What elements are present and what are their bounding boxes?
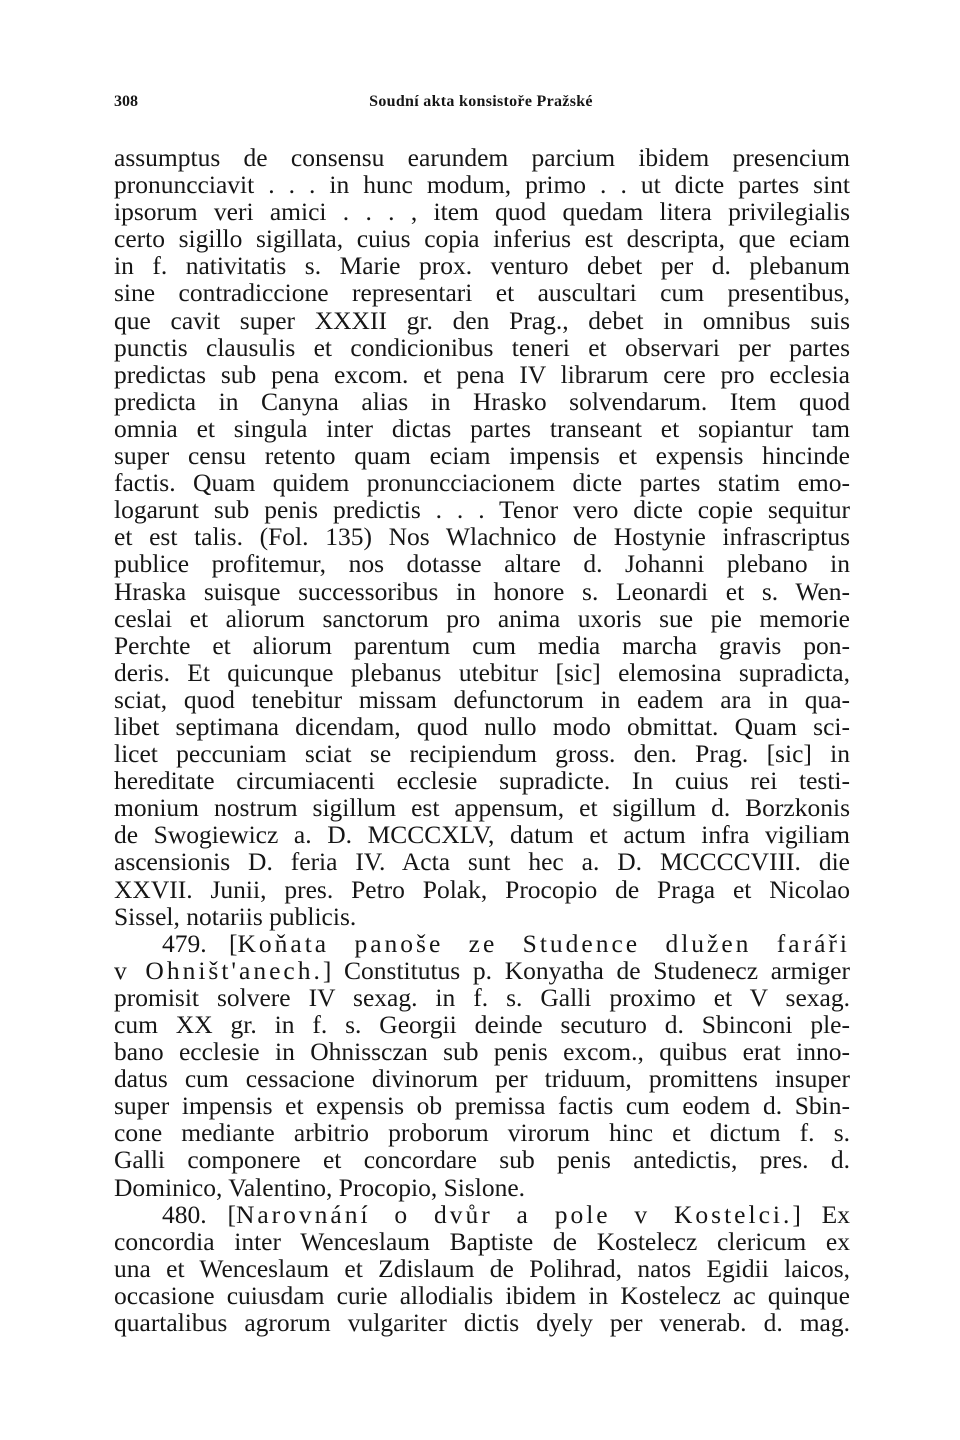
- entry-title-cont: v Ohništ'anech.: [114, 955, 323, 985]
- text-line: Sissel, notariis publicis.: [114, 901, 357, 931]
- entry-479-heading-cont: [114, 957, 850, 984]
- text-line: Perchte et aliorum parentum cum media marcha gravis pon-: [114, 630, 850, 660]
- text-line: quartalibus agrorum vulgariter dictis dyely per venerab. d. mag.: [114, 1308, 850, 1338]
- body-text: [114, 144, 850, 1336]
- entry-text: Constitutus p. Konyatha de Studenecz armiger: [344, 955, 850, 985]
- text-line: in f. nativitatis s. Marie prox. venturo debet per d. plebanum: [114, 251, 850, 281]
- text-line: punctis clausulis et condicionibus teneri et observari per partes: [114, 332, 850, 362]
- text-line: pronuncciavit . . . in hunc modum, primo . . ut dicte partes sint: [114, 170, 850, 200]
- running-head: [114, 90, 848, 114]
- running-title: Soudní akta konsistoře Pražské: [369, 93, 593, 110]
- entry-479-heading: [114, 930, 850, 957]
- text-line: certo sigillo sigillata, cuius copia inferius est descripta, que eciam: [114, 224, 850, 254]
- text-line: de Swogiewicz a. D. MCCCXLV, datum et actum infra vigiliam: [114, 820, 850, 850]
- text-line: datus cum cessacione divinorum per triduum, promittens insuper: [114, 1064, 850, 1094]
- text-line: cone mediante arbitrio proborum virorum hinc et dictum f. s.: [114, 1118, 850, 1148]
- entry-text: Ex: [821, 1199, 850, 1229]
- text-line: monium nostrum sigillum est appensum, et sigillum d. Borzkonis: [114, 793, 850, 823]
- text-line: sine contradiccione representari et auscultari cum presentibus,: [114, 278, 850, 308]
- text-line: predicta in Canyna alias in Hrasko solvendarum. Item quod: [114, 386, 850, 416]
- text-line: occasione cuiusdam curie allodialis ibidem in Kostelecz ac quinque: [114, 1280, 850, 1310]
- text-line: bano ecclesie in Ohnissczan sub penis excom., quibus erat inno-: [114, 1037, 850, 1067]
- text-line: sciat, quod tenebitur missam defunctorum in eadem ara in qua-: [114, 684, 850, 714]
- text-line: una et Wenceslaum et Zdislaum de Polihrad, natos Egidii laicos,: [114, 1253, 850, 1283]
- text-line: Galli componere et concordare sub penis antedictis, pres. d.: [114, 1145, 850, 1175]
- text-line: Hraska suisque successoribus in honore s. Leonardi et s. Wen-: [114, 576, 850, 606]
- text-line: factis. Quam quidem pronuncciacionem dicte partes statim emo-: [114, 468, 850, 498]
- entry-title: Narovnání o dvůr a pole v Kostelci.: [235, 1199, 793, 1229]
- text-line: ceslai et aliorum sanctorum pro anima uxoris sue pie memorie: [114, 603, 850, 633]
- entry-number: 479.: [162, 928, 207, 958]
- text-line: XXVII. Junii, pres. Petro Polak, Procopio de Praga et Nicolao: [114, 874, 850, 904]
- entry-number: 480.: [162, 1199, 207, 1229]
- text-line: Dominico, Valentino, Procopio, Sislone.: [114, 1172, 526, 1202]
- page-number: 308: [114, 93, 138, 110]
- text-line: licet peccuniam sciat se recipiendum gross. den. Prag. [sic] in: [114, 739, 850, 769]
- text-line: concordia inter Wenceslaum Baptiste de Kostelecz clericum ex: [114, 1226, 850, 1256]
- bracket: ]: [792, 1199, 801, 1229]
- text-line: ascensionis D. feria IV. Acta sunt hec a. D. MCCCCVIII. die: [114, 847, 850, 877]
- text-line: cum XX gr. in f. s. Georgii deinde secuturo d. Sbinconi ple-: [114, 1010, 850, 1039]
- text-line: hereditate circumiacenti ecclesie supradicte. In cuius rei testi-: [114, 766, 850, 796]
- text-line: deris. Et quicunque plebanus utebitur [sic] elemosina supradicta,: [114, 657, 850, 687]
- bracket: ]: [322, 955, 332, 985]
- entry-480-heading: [114, 1201, 850, 1228]
- text-line: publice profitemur, nos dotasse altare d. Johanni plebano in: [114, 549, 850, 579]
- text-line: ipsorum veri amici . . . , item quod quedam litera privilegialis: [114, 197, 850, 227]
- text-line: predictas sub pena excom. et pena IV librarum cere pro ecclesia: [114, 359, 850, 389]
- text-line: super censu retento quam eciam impensis et expensis hincinde: [114, 441, 850, 471]
- text-line: promisit solvere IV sexag. in f. s. Galli proximo et V sexag.: [114, 982, 850, 1012]
- text-line: et est talis. (Fol. 135) Nos Wlachnico de Hostynie infrascriptus: [114, 522, 850, 552]
- text-line: libet septimana dicendam, quod nullo modo obmittat. Quam sci-: [114, 711, 850, 741]
- bracket: [: [227, 1199, 236, 1229]
- text-line: que cavit super XXXII gr. den Prag., debet in omnibus suis: [114, 305, 850, 335]
- entry-title: Koňata panoše ze Studence dlužen faráři: [237, 928, 850, 958]
- text-line: logarunt sub penis predictis . . . Tenor vero dicte copie sequitur: [114, 495, 850, 525]
- text-line: assumptus de consensu earundem parcium ibidem presencium: [114, 143, 850, 172]
- bracket: [: [228, 928, 238, 958]
- text-line: omnia et singula inter dictas partes transeant et sopiantur tam: [114, 413, 850, 443]
- text-line: super impensis et expensis ob premissa factis cum eodem d. Sbin-: [114, 1091, 850, 1121]
